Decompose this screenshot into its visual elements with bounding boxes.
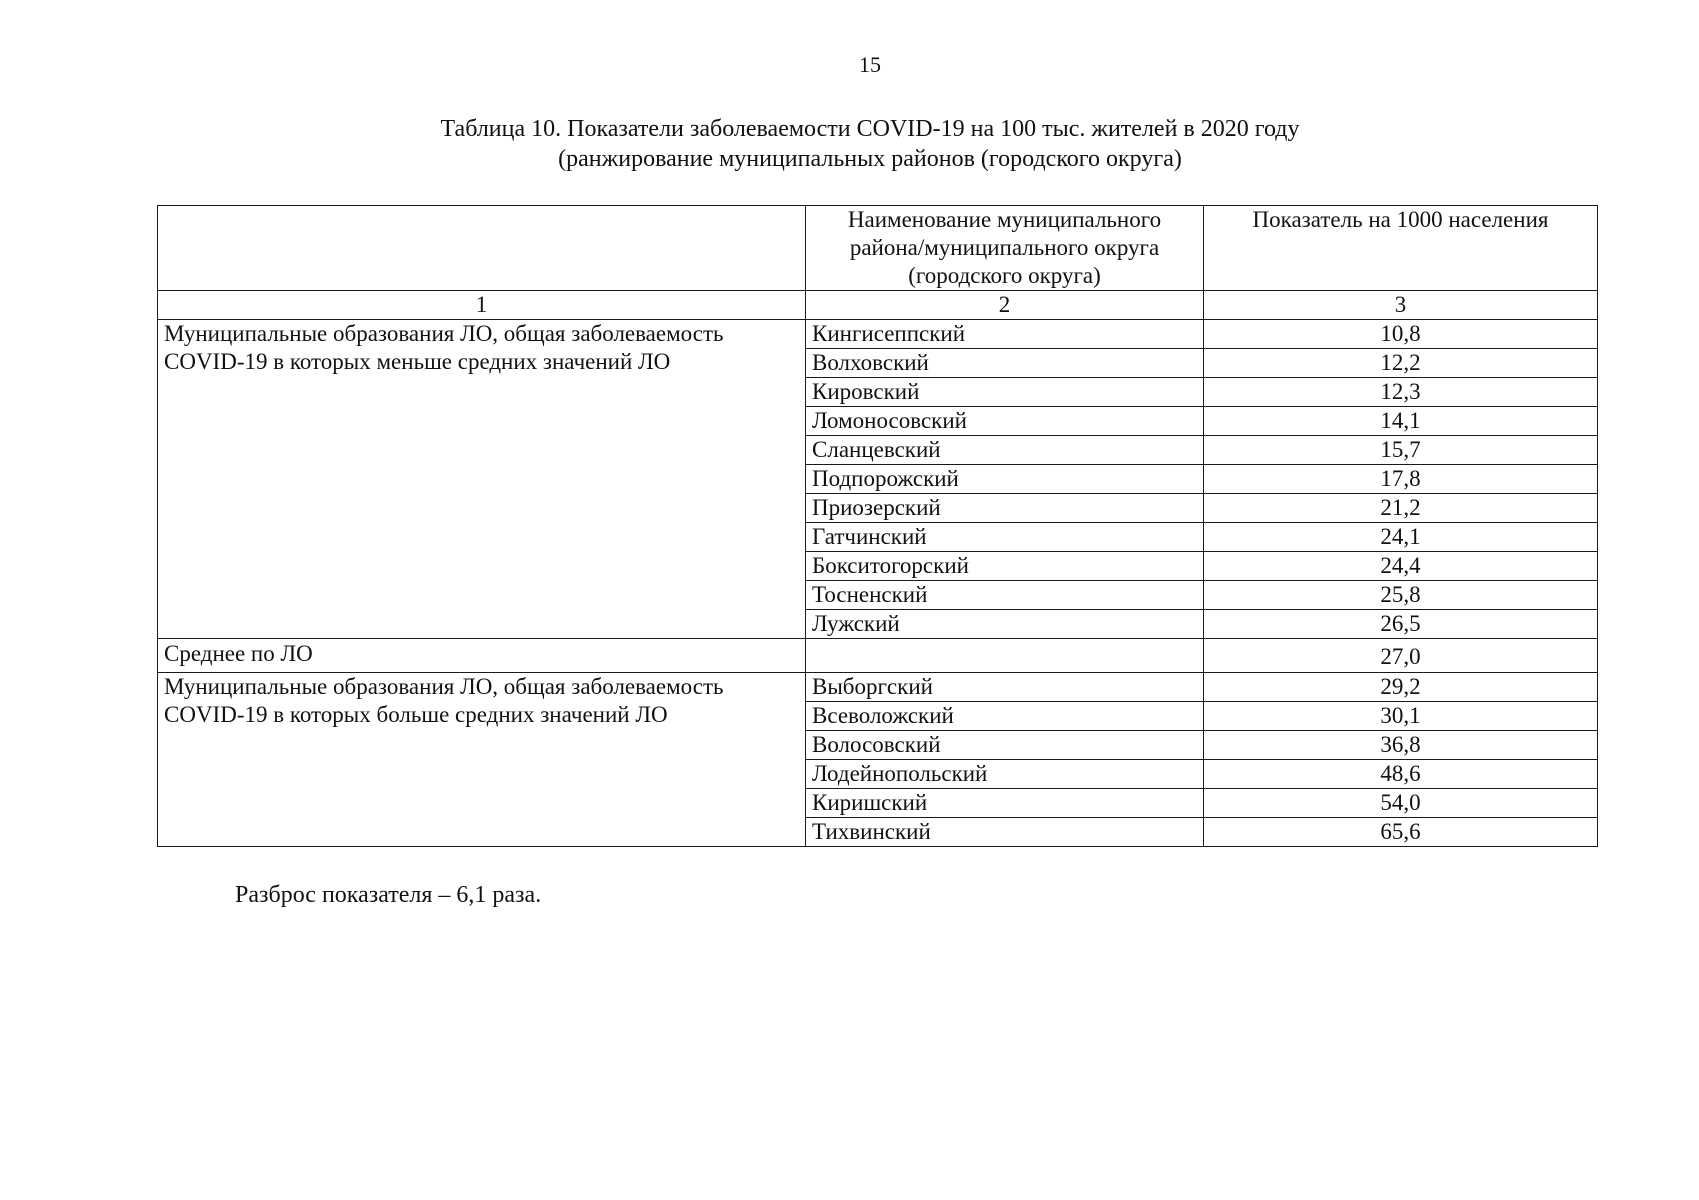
footnote: Разброс показателя – 6,1 раза. <box>235 882 542 908</box>
district-name: Волосовский <box>806 731 1204 760</box>
district-name: Тихвинский <box>806 818 1204 847</box>
group-label: Муниципальные образования ЛО, общая заболеваемость COVID-19 в которых больше средних значений ЛО <box>158 673 806 847</box>
district-name: Кировский <box>806 378 1204 407</box>
average-name <box>806 639 1204 673</box>
district-name: Ломоносовский <box>806 407 1204 436</box>
district-name: Подпорожский <box>806 465 1204 494</box>
district-name: Кингисеппский <box>806 320 1204 349</box>
incidence-table <box>157 205 1598 847</box>
incidence-value: 15,7 <box>1204 436 1598 465</box>
incidence-value: 30,1 <box>1204 702 1598 731</box>
incidence-value: 65,6 <box>1204 818 1598 847</box>
table-caption <box>0 114 1699 174</box>
column-number: 2 <box>806 291 1204 320</box>
incidence-value: 21,2 <box>1204 494 1598 523</box>
page-number: 15 <box>859 52 881 77</box>
incidence-value: 17,8 <box>1204 465 1598 494</box>
column-number: 3 <box>1204 291 1598 320</box>
table-row <box>158 320 1598 349</box>
header-col-1 <box>158 206 806 291</box>
incidence-value: 29,2 <box>1204 673 1598 702</box>
average-row <box>158 639 1598 673</box>
table-body <box>158 320 1598 847</box>
district-name: Волховский <box>806 349 1204 378</box>
district-name: Выборгский <box>806 673 1204 702</box>
average-value: 27,0 <box>1204 639 1598 673</box>
district-name: Тосненский <box>806 581 1204 610</box>
district-name: Бокситогорский <box>806 552 1204 581</box>
incidence-value: 26,5 <box>1204 610 1598 639</box>
column-numbers-row <box>158 291 1598 320</box>
incidence-value: 10,8 <box>1204 320 1598 349</box>
column-number: 1 <box>158 291 806 320</box>
district-name: Лодейнопольский <box>806 760 1204 789</box>
incidence-value: 25,8 <box>1204 581 1598 610</box>
incidence-value: 12,3 <box>1204 378 1598 407</box>
caption-line-1: Таблица 10. Показатели заболеваемости COVID-19 на 100 тыс. жителей в 2020 году <box>440 116 1300 142</box>
group-label: Муниципальные образования ЛО, общая заболеваемость COVID-19 в которых меньше средних значений ЛО <box>158 320 806 639</box>
table-row <box>158 673 1598 702</box>
incidence-value: 12,2 <box>1204 349 1598 378</box>
incidence-value: 54,0 <box>1204 789 1598 818</box>
district-name: Лужский <box>806 610 1204 639</box>
incidence-value: 14,1 <box>1204 407 1598 436</box>
average-label: Среднее по ЛО <box>158 639 806 673</box>
incidence-value: 48,6 <box>1204 760 1598 789</box>
header-col-2: Наименование муниципального района/муниципального округа (городского округа) <box>806 206 1204 291</box>
incidence-value: 24,1 <box>1204 523 1598 552</box>
district-name: Гатчинский <box>806 523 1204 552</box>
incidence-value: 24,4 <box>1204 552 1598 581</box>
district-name: Сланцевский <box>806 436 1204 465</box>
header-col-3: Показатель на 1000 населения <box>1204 206 1598 291</box>
table-header-row <box>158 206 1598 291</box>
district-name: Всеволожский <box>806 702 1204 731</box>
district-name: Приозерский <box>806 494 1204 523</box>
district-name: Киришский <box>806 789 1204 818</box>
incidence-value: 36,8 <box>1204 731 1598 760</box>
caption-line-2: (ранжирование муниципальных районов (городского округа) <box>558 146 1182 172</box>
